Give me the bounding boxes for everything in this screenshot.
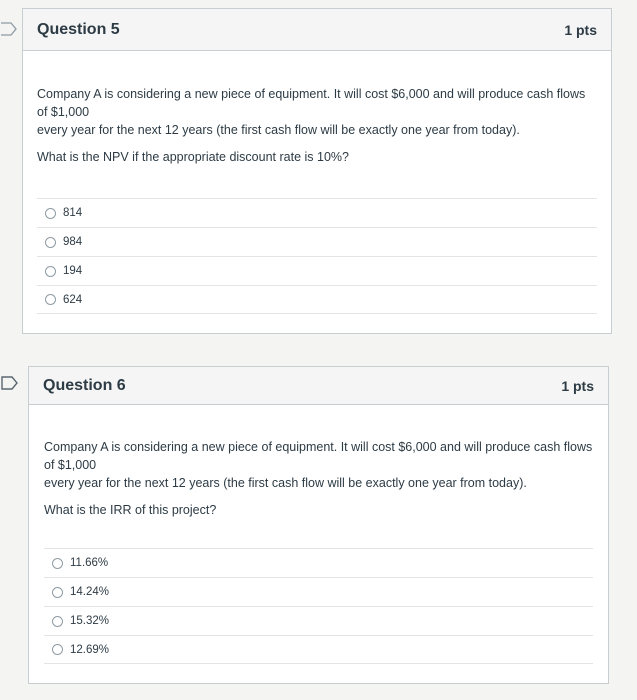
radio-button[interactable] xyxy=(45,294,56,305)
question-text-line: Company A is considering a new piece of equipment. It will cost $6,000 and will produce cash flows xyxy=(44,440,593,454)
question-text-line: of $1,000 xyxy=(37,105,90,119)
question-text xyxy=(37,85,602,166)
radio-button[interactable] xyxy=(52,644,63,655)
radio-button[interactable] xyxy=(52,558,63,569)
question-points: 1 pts xyxy=(561,377,594,394)
question-5 xyxy=(22,8,612,334)
flag-question-icon[interactable] xyxy=(0,22,18,36)
radio-button[interactable] xyxy=(52,616,63,627)
answer-label: 984 xyxy=(63,236,83,248)
answer-label: 14.24% xyxy=(70,586,110,598)
flag-question-icon[interactable] xyxy=(1,376,19,390)
answer-option[interactable] xyxy=(44,635,593,664)
answer-option[interactable] xyxy=(37,227,597,256)
question-6 xyxy=(28,366,609,684)
answer-option[interactable] xyxy=(37,256,597,285)
answer-label: 15.32% xyxy=(70,615,110,627)
question-header xyxy=(29,367,608,405)
radio-button[interactable] xyxy=(52,587,63,598)
question-text-line: Company A is considering a new piece of equipment. It will cost $6,000 and will produce cash flows xyxy=(37,87,586,101)
question-text-line: of $1,000 xyxy=(44,458,97,472)
question-points: 1 pts xyxy=(564,21,597,38)
answer-label: 11.66% xyxy=(70,557,109,569)
question-prompt: What is the NPV if the appropriate discount rate is 10%? xyxy=(37,150,349,164)
question-text xyxy=(44,438,599,519)
answer-label: 12.69% xyxy=(70,643,110,656)
radio-button[interactable] xyxy=(45,237,56,248)
answer-list xyxy=(37,198,597,314)
answer-label: 624 xyxy=(63,293,83,306)
radio-button[interactable] xyxy=(45,208,56,219)
question-header xyxy=(23,9,611,51)
radio-button[interactable] xyxy=(45,266,56,277)
answer-label: 814 xyxy=(63,207,83,219)
question-text-line: every year for the next 12 years (the first cash flow will be exactly one year from today). xyxy=(37,123,520,137)
question-title: Question 5 xyxy=(37,20,120,38)
answer-list xyxy=(44,548,593,664)
answer-label: 194 xyxy=(63,265,83,277)
answer-option[interactable] xyxy=(37,285,597,314)
answer-option[interactable] xyxy=(44,548,593,577)
question-prompt: What is the IRR of this project? xyxy=(44,503,217,517)
answer-option[interactable] xyxy=(37,198,597,227)
question-text-line: every year for the next 12 years (the first cash flow will be exactly one year from today). xyxy=(44,476,527,490)
answer-option[interactable] xyxy=(44,606,593,635)
answer-option[interactable] xyxy=(44,577,593,606)
question-title: Question 6 xyxy=(43,376,126,394)
